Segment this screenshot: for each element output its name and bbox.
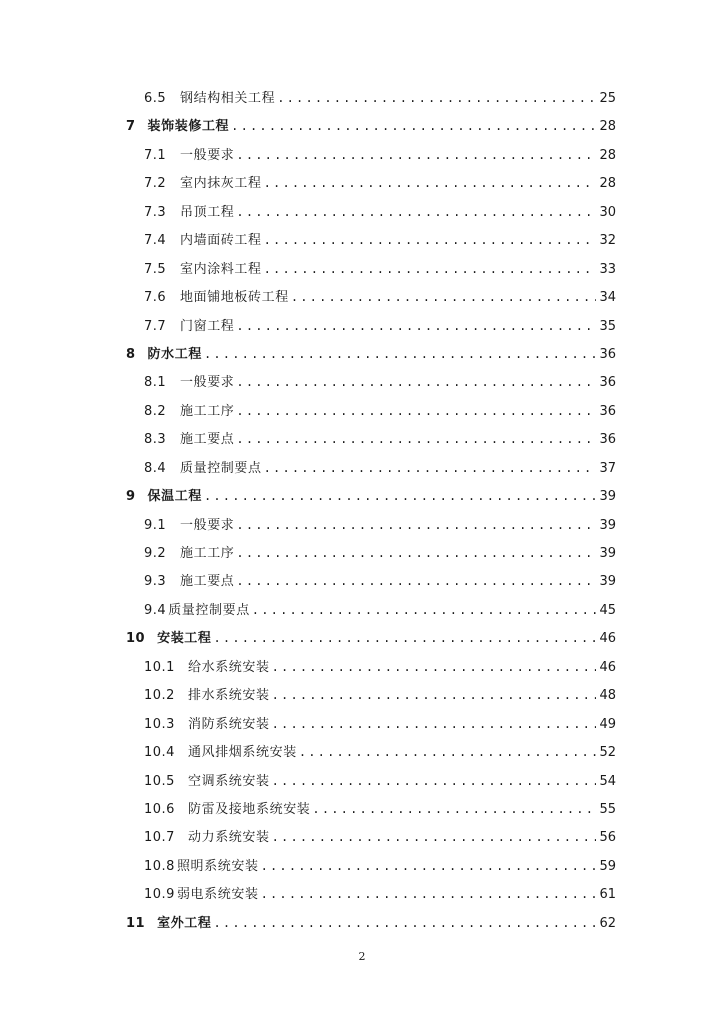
toc-entry-9-3[interactable] bbox=[126, 567, 616, 595]
toc-entry-number: 9.1 bbox=[144, 517, 167, 533]
toc-dot-leader bbox=[234, 141, 596, 169]
toc-chapter-title: 装饰装修工程 bbox=[147, 119, 230, 135]
toc-entry-7-2[interactable] bbox=[126, 169, 616, 197]
toc-entry-page: 36 bbox=[599, 346, 616, 362]
toc-chapter-number: 7 bbox=[126, 119, 136, 135]
toc-entry-page: 36 bbox=[599, 403, 616, 419]
toc-entry-10-1[interactable] bbox=[126, 653, 616, 681]
toc-dot-leader bbox=[262, 454, 596, 482]
toc-entry-title: 门窗工程 bbox=[180, 318, 235, 334]
toc-entry-title: 动力系统安装 bbox=[188, 830, 270, 846]
toc-entry-page: 32 bbox=[599, 233, 616, 249]
toc-dot-leader bbox=[234, 425, 596, 453]
toc-dot-leader bbox=[234, 511, 596, 539]
toc-entry-number: 8.3 bbox=[144, 432, 167, 448]
toc-entry-page: 39 bbox=[599, 489, 616, 505]
toc-entry-7-6[interactable] bbox=[126, 283, 616, 311]
toc-dot-leader bbox=[270, 653, 596, 681]
toc-entry-page: 28 bbox=[599, 176, 616, 192]
toc-dot-leader bbox=[212, 909, 597, 937]
toc-entry-7-7[interactable] bbox=[126, 312, 616, 340]
toc-chapter-number: 10 bbox=[126, 631, 146, 647]
toc-entry-7-3[interactable] bbox=[126, 198, 616, 226]
toc-entry-10-8[interactable] bbox=[126, 852, 616, 880]
toc-dot-leader bbox=[234, 198, 596, 226]
toc-chapter-title: 安装工程 bbox=[157, 631, 212, 647]
toc-entry-page: 28 bbox=[599, 119, 616, 135]
toc-entry-9-4[interactable] bbox=[126, 596, 616, 624]
toc-entry-title: 施工工序 bbox=[180, 546, 235, 561]
toc-entry-title: 地面铺地板砖工程 bbox=[180, 290, 289, 306]
toc-entry-title: 通风排烟系统安装 bbox=[188, 745, 297, 761]
toc-entry-number: 7.1 bbox=[144, 147, 167, 163]
toc-entry-title: 施工要点 bbox=[180, 432, 235, 448]
toc-entry-page: 39 bbox=[599, 517, 616, 533]
toc-entry-10-4[interactable] bbox=[126, 738, 616, 766]
toc-entry-page: 36 bbox=[599, 375, 616, 391]
toc-entry-number: 10.4 bbox=[144, 745, 175, 761]
toc-entry-number: 9.3 bbox=[144, 574, 167, 590]
toc-entry-page: 46 bbox=[599, 631, 616, 647]
toc-entry-9-1[interactable] bbox=[126, 511, 616, 539]
toc-chapter-9[interactable] bbox=[126, 482, 616, 510]
toc-entry-title: 一般要求 bbox=[180, 375, 235, 391]
toc-entry-page: 30 bbox=[599, 204, 616, 220]
toc-entry-page: 45 bbox=[599, 602, 616, 618]
toc-entry-7-5[interactable] bbox=[126, 255, 616, 283]
toc-entry-number: 9.2 bbox=[144, 546, 167, 561]
toc-dot-leader bbox=[270, 681, 596, 709]
toc-chapter-8[interactable] bbox=[126, 340, 616, 368]
toc-entry-title: 防雷及接地系统安装 bbox=[188, 801, 311, 817]
toc-entry-number: 10.8 bbox=[144, 858, 175, 874]
toc-entry-page: 48 bbox=[599, 688, 616, 704]
toc-entry-title: 给水系统安装 bbox=[188, 659, 270, 675]
toc-dot-leader bbox=[234, 397, 596, 425]
toc-entry-number: 10.1 bbox=[144, 659, 175, 675]
toc-dot-leader bbox=[234, 368, 596, 396]
toc-dot-leader bbox=[234, 539, 596, 567]
toc-dot-leader bbox=[275, 84, 596, 112]
toc-entry-number: 7.6 bbox=[144, 290, 167, 306]
toc-entry-page: 39 bbox=[599, 574, 616, 590]
toc-entry-page: 62 bbox=[599, 915, 616, 931]
toc-entry-10-9[interactable] bbox=[126, 880, 616, 908]
page-number: 2 bbox=[358, 950, 366, 963]
toc-dot-leader bbox=[289, 283, 596, 311]
toc-entry-title: 质量控制要点 bbox=[180, 460, 262, 476]
toc-chapter-title: 保温工程 bbox=[147, 489, 202, 505]
toc-dot-leader bbox=[310, 795, 596, 823]
toc-entry-title: 消防系统安装 bbox=[188, 716, 270, 732]
toc-chapter-7[interactable] bbox=[126, 112, 616, 140]
toc-dot-leader bbox=[212, 624, 597, 652]
toc-entry-title: 室内涂料工程 bbox=[180, 261, 262, 277]
toc-chapter-number: 8 bbox=[126, 346, 136, 362]
toc-entry-title: 质量控制要点 bbox=[168, 602, 250, 618]
toc-dot-leader bbox=[262, 226, 596, 254]
toc-entry-number: 8.2 bbox=[144, 403, 167, 419]
toc-chapter-number: 9 bbox=[126, 489, 136, 505]
toc-entry-number: 7.3 bbox=[144, 204, 167, 220]
toc-entry-page: 46 bbox=[599, 659, 616, 675]
toc-entry-page: 61 bbox=[599, 887, 616, 903]
toc-entry-8-3[interactable] bbox=[126, 425, 616, 453]
toc-entry-number: 7.2 bbox=[144, 176, 167, 192]
toc-entry-page: 52 bbox=[599, 745, 616, 761]
toc-dot-leader bbox=[297, 738, 596, 766]
toc-dot-leader bbox=[202, 482, 596, 510]
toc-dot-leader bbox=[270, 823, 596, 851]
toc-entry-number: 6.5 bbox=[144, 91, 167, 106]
toc-entry-10-7[interactable] bbox=[126, 823, 616, 851]
toc-dot-leader bbox=[262, 169, 596, 197]
toc-entry-number: 8.4 bbox=[144, 460, 167, 476]
table-of-contents bbox=[126, 84, 616, 937]
toc-chapter-11[interactable] bbox=[126, 909, 616, 937]
toc-entry-number: 10.7 bbox=[144, 830, 175, 846]
toc-entry-number: 10.6 bbox=[144, 801, 175, 817]
toc-chapter-number: 11 bbox=[126, 915, 146, 931]
toc-entry-title: 排水系统安装 bbox=[188, 688, 270, 704]
toc-entry-8-4[interactable] bbox=[126, 454, 616, 482]
toc-entry-7-1[interactable] bbox=[126, 141, 616, 169]
toc-chapter-title: 室外工程 bbox=[157, 915, 212, 931]
toc-entry-number: 7.4 bbox=[144, 233, 167, 249]
toc-dot-leader bbox=[229, 112, 596, 140]
toc-dot-leader bbox=[259, 852, 596, 880]
toc-dot-leader bbox=[234, 567, 596, 595]
toc-entry-number: 10.9 bbox=[144, 887, 175, 903]
toc-entry-10-3[interactable] bbox=[126, 710, 616, 738]
toc-entry-8-2[interactable] bbox=[126, 397, 616, 425]
toc-entry-page: 35 bbox=[599, 318, 616, 334]
toc-entry-title: 照明系统安装 bbox=[176, 858, 259, 874]
toc-entry-number: 7.5 bbox=[144, 261, 167, 277]
toc-entry-title: 空调系统安装 bbox=[188, 773, 270, 789]
toc-entry-page: 28 bbox=[599, 147, 616, 163]
toc-entry-8-1[interactable] bbox=[126, 368, 616, 396]
toc-entry-page: 34 bbox=[599, 290, 616, 306]
toc-dot-leader bbox=[250, 596, 596, 624]
toc-entry-10-2[interactable] bbox=[126, 681, 616, 709]
toc-entry-title: 一般要求 bbox=[180, 147, 235, 163]
toc-entry-title: 室内抹灰工程 bbox=[180, 176, 262, 192]
toc-entry-title: 内墙面砖工程 bbox=[180, 233, 262, 249]
toc-entry-page: 59 bbox=[599, 858, 616, 874]
toc-dot-leader bbox=[259, 880, 596, 908]
toc-entry-page: 54 bbox=[599, 773, 616, 789]
toc-entry-number: 9.4 bbox=[144, 602, 167, 618]
toc-entry-number: 10.2 bbox=[144, 688, 175, 704]
toc-dot-leader bbox=[262, 255, 596, 283]
toc-entry-number: 10.3 bbox=[144, 716, 175, 732]
toc-entry-page: 25 bbox=[599, 91, 616, 106]
toc-entry-page: 49 bbox=[599, 716, 616, 732]
toc-entry-number: 10.5 bbox=[144, 773, 175, 789]
toc-entry-10-5[interactable] bbox=[126, 767, 616, 795]
toc-entry-title: 弱电系统安装 bbox=[176, 887, 259, 903]
toc-entry-6-5[interactable] bbox=[126, 84, 616, 112]
toc-entry-number: 8.1 bbox=[144, 375, 167, 391]
toc-entry-10-6[interactable] bbox=[126, 795, 616, 823]
toc-entry-page: 55 bbox=[599, 801, 616, 817]
toc-chapter-10[interactable] bbox=[126, 624, 616, 652]
toc-entry-title: 施工要点 bbox=[180, 574, 235, 590]
toc-entry-number: 7.7 bbox=[144, 318, 167, 334]
toc-dot-leader bbox=[202, 340, 596, 368]
toc-entry-title: 钢结构相关工程 bbox=[180, 91, 276, 106]
toc-entry-title: 一般要求 bbox=[180, 517, 235, 533]
toc-entry-title: 施工工序 bbox=[180, 403, 235, 419]
toc-entry-page: 33 bbox=[599, 261, 616, 277]
toc-entry-page: 39 bbox=[599, 546, 616, 561]
toc-entry-title: 吊顶工程 bbox=[180, 204, 235, 220]
toc-entry-page: 56 bbox=[599, 830, 616, 846]
toc-dot-leader bbox=[270, 710, 596, 738]
toc-entry-7-4[interactable] bbox=[126, 226, 616, 254]
toc-entry-page: 37 bbox=[599, 460, 616, 476]
toc-dot-leader bbox=[270, 767, 596, 795]
toc-chapter-title: 防水工程 bbox=[147, 346, 202, 362]
toc-dot-leader bbox=[234, 312, 596, 340]
toc-entry-9-2[interactable] bbox=[126, 539, 616, 567]
toc-entry-page: 36 bbox=[599, 432, 616, 448]
